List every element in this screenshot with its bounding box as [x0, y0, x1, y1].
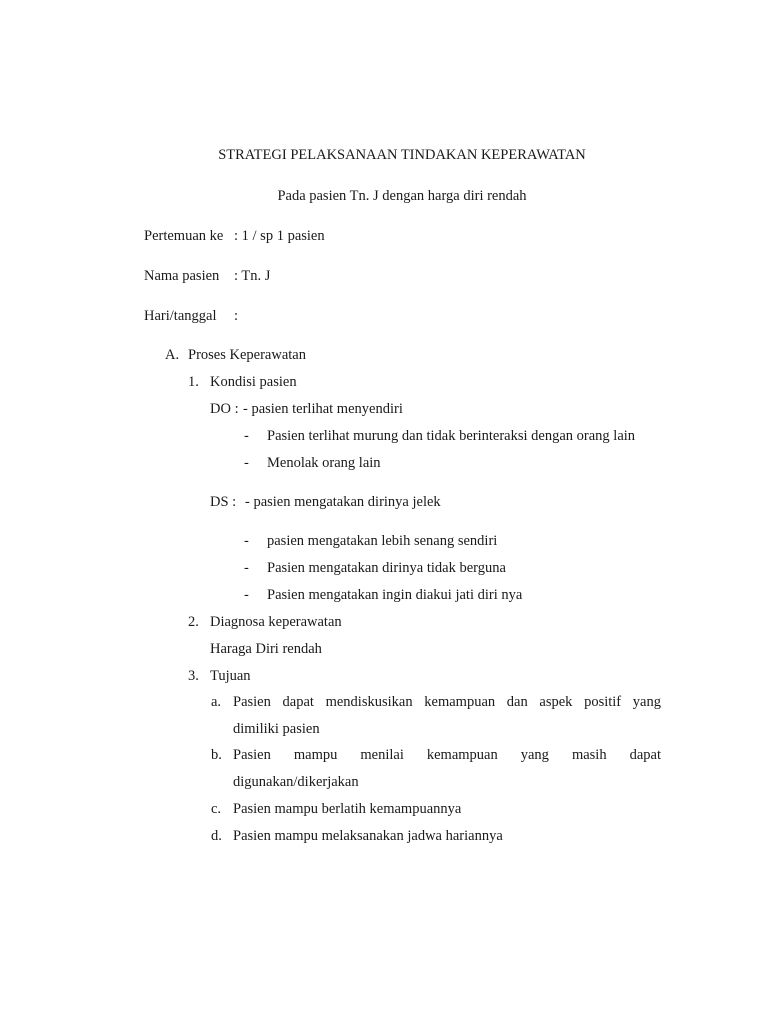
- do-bullet-1: Pasien terlihat murung dan tidak berinteraksi dengan orang lain: [267, 428, 636, 444]
- ds-first: - pasien mengatakan dirinya jelek: [245, 494, 441, 510]
- section-marker: A.: [165, 347, 180, 363]
- bullet-dash: -: [244, 533, 249, 549]
- subitem-a-line1: Pasien dapat mendiskusikan kemampuan dan aspek positif yang: [233, 694, 661, 710]
- ds-bullet-3: Pasien mengatakan ingin diakui jati diri nya: [267, 587, 523, 603]
- subitem-d-text: Pasien mampu melaksanakan jadwa hariannya: [233, 828, 503, 844]
- item-3-title: Tujuan: [210, 668, 251, 684]
- subitem-b-line1: Pasien mampu menilai kemampuan yang masih dapat: [233, 747, 661, 763]
- subitem-a-line2: dimiliki pasien: [233, 721, 320, 737]
- subitem-c-text: Pasien mampu berlatih kemampuannya: [233, 801, 462, 817]
- subitem-b-marker: b.: [211, 747, 222, 763]
- field-value-pertemuan: : 1 / sp 1 pasien: [234, 228, 325, 244]
- ds-bullet-2: Pasien mengatakan dirinya tidak berguna: [267, 560, 506, 576]
- do-first: - pasien terlihat menyendiri: [243, 401, 403, 417]
- field-label-pertemuan: Pertemuan ke: [144, 228, 224, 244]
- do-bullet-2: Menolak orang lain: [267, 455, 381, 471]
- item-1-marker: 1.: [188, 374, 199, 390]
- field-label-nama: Nama pasien: [144, 268, 220, 284]
- subitem-c-marker: c.: [211, 801, 222, 817]
- section-title: Proses Keperawatan: [188, 347, 306, 363]
- item-1-title: Kondisi pasien: [210, 374, 297, 390]
- bullet-dash: -: [244, 428, 249, 444]
- bullet-dash: -: [244, 560, 249, 576]
- document-title: STRATEGI PELAKSANAAN TINDAKAN KEPERAWATAN: [218, 147, 586, 163]
- item-2-marker: 2.: [188, 614, 199, 630]
- do-label: DO :: [210, 401, 239, 417]
- subitem-d-marker: d.: [211, 828, 222, 844]
- field-value-nama: : Tn. J: [234, 268, 271, 284]
- item-2-title: Diagnosa keperawatan: [210, 614, 342, 630]
- field-value-hari: :: [234, 308, 239, 324]
- document-subtitle: Pada pasien Tn. J dengan harga diri rendah: [277, 188, 527, 204]
- ds-bullet-1: pasien mengatakan lebih senang sendiri: [267, 533, 498, 549]
- field-label-hari: Hari/tanggal: [144, 308, 217, 324]
- ds-label: DS :: [210, 494, 237, 510]
- bullet-dash: -: [244, 587, 249, 603]
- subitem-b-line2: digunakan/dikerjakan: [233, 774, 359, 790]
- item-3-marker: 3.: [188, 668, 199, 684]
- bullet-dash: -: [244, 455, 249, 471]
- subitem-a-marker: a.: [211, 694, 222, 710]
- item-2-text: Haraga Diri rendah: [210, 641, 322, 657]
